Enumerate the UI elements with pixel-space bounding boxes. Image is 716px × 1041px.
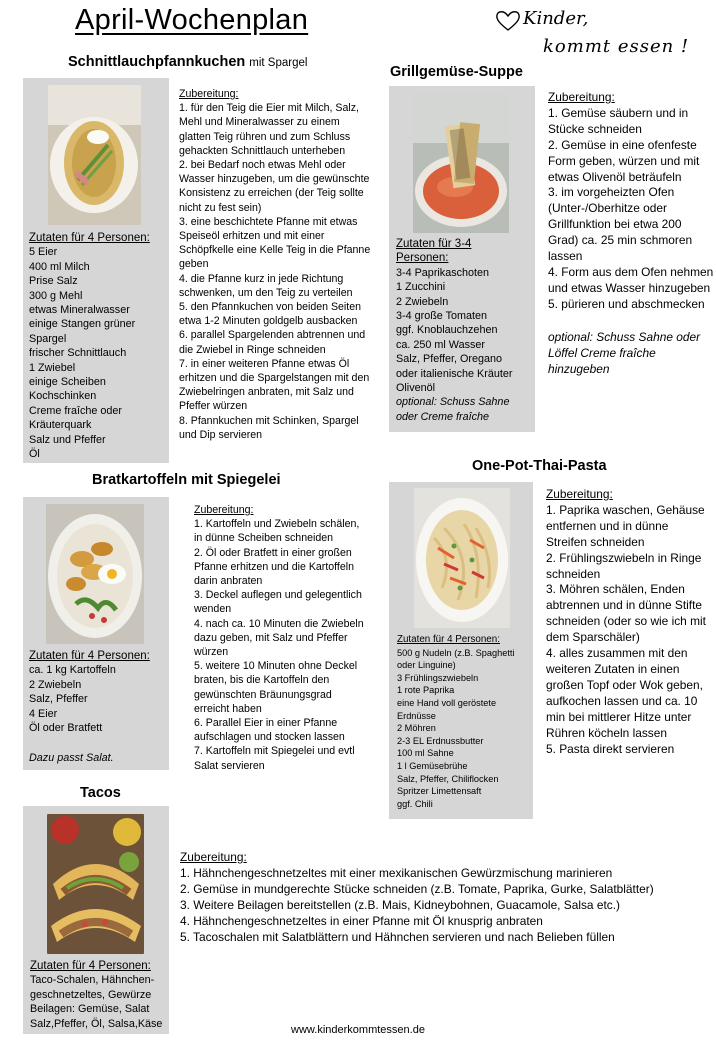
ingredient-item: oder italienische Kräuter: [396, 367, 513, 380]
recipe-4-steps: [546, 487, 706, 757]
step-line: 5. den Pfannkuchen von beiden Seiten: [179, 301, 362, 314]
step-line: dem Sparschäler): [546, 630, 640, 645]
tacos-photo: [47, 814, 144, 954]
step-line: glatten Teig rühren und zum Schluss: [179, 130, 351, 143]
step-optional: hinzugeben: [548, 361, 610, 376]
recipe-5-title: Tacos: [80, 785, 121, 801]
ingredient-item: eine Hand voll geröstete: [397, 697, 497, 708]
pasta-photo: [414, 488, 510, 628]
serving-note: Dazu passt Salat.: [29, 752, 114, 765]
ingredient-item: 2-3 EL Erdnussbutter: [397, 735, 484, 746]
recipe-1-title: [68, 54, 307, 70]
step-line: 6. parallel Spargelenden abtrennen und: [179, 329, 366, 342]
step-line: Grillfunktion bei etwa 200: [548, 217, 682, 232]
step-line: 1. Gemüse säubern und in: [548, 105, 689, 120]
ingredients-heading: Zutaten für 4 Personen:: [397, 634, 500, 645]
footer-url[interactable]: www.kinderkommtessen.de: [291, 1024, 425, 1036]
step-line: erhitzen und die Spargelstangen mit den: [179, 372, 370, 385]
step-line: 3. Möhren schälen, Enden: [546, 582, 685, 597]
step-line: braten, bis die Kartoffeln den: [194, 674, 330, 687]
ingredient-item: 4 Eier: [29, 707, 58, 720]
ingredient-item: oder Linguine): [397, 660, 456, 671]
ingredient-item: 3-4 Paprikaschoten: [396, 266, 490, 279]
steps-heading: Zubereitung:: [546, 487, 613, 501]
recipe-2-optional: [548, 330, 700, 378]
step-line: und etwas Wasser hinzugeben: [548, 280, 711, 295]
step-line: 1. Kartoffeln und Zwiebeln schälen,: [194, 518, 360, 531]
ingredients-heading: Personen:: [396, 252, 449, 265]
step-line: dazu geben, mit Salz und Pfeffer: [194, 631, 348, 644]
step-line: 5. weitere 10 Minuten ohne Deckel: [194, 660, 358, 673]
recipe-2-title: Grillgemüse-Suppe: [390, 64, 523, 80]
step-line: 4. Hähnchengeschnetzeltes in einer Pfanne mit Öl knusprig anbraten: [180, 913, 543, 928]
ingredient-item: ca. 250 ml Wasser: [396, 338, 486, 351]
step-line: großen Topf oder Wok geben,: [546, 677, 703, 692]
ingredient-item: 1 l Gemüsebrühe: [397, 760, 468, 771]
step-line: lassen: [548, 249, 583, 264]
steps-heading: Zubereitung:: [180, 850, 247, 864]
ingredient-item: Spargel: [29, 332, 67, 345]
ingredient-item: frischer Schnittlauch: [29, 347, 127, 360]
recipe-2-steps: [548, 90, 713, 313]
ingredient-item: Salz, Pfeffer, Oregano: [396, 353, 503, 366]
recipe-3-steps: [194, 503, 364, 773]
step-line: weiteren Zutaten in einen: [546, 661, 680, 676]
steps-heading: Zubereitung:: [548, 90, 615, 104]
ingredient-item: Salz,Pfeffer, Öl, Salsa,Käse: [30, 1017, 163, 1030]
step-line: 5. Tacoschalen mit Salatblättern und Hähnchen servieren und nach Belieben füllen: [180, 929, 615, 944]
ingredient-item: 1 Zwiebel: [29, 361, 76, 374]
ingredients-heading: Zutaten für 4 Personen:: [30, 960, 151, 972]
step-line: Speiseöl erhitzen und mit einer: [179, 230, 325, 243]
step-line: Streifen schneiden: [546, 534, 645, 549]
ingredient-item: Salz, Pfeffer: [29, 693, 88, 706]
step-line: etwas Olivenöl beträufeln: [548, 169, 682, 184]
ingredient-item: 5 Eier: [29, 246, 58, 259]
step-line: darin anbraten: [194, 575, 263, 588]
ingredient-item: Taco-Schalen, Hähnchen-: [30, 974, 155, 987]
ingredient-item: 400 ml Milch: [29, 260, 90, 273]
ingredient-item: 2 Zwiebeln: [29, 678, 82, 691]
step-line: schwenken, um den Teig zu verteilen: [179, 286, 353, 299]
step-line: 4. die Pfanne kurz in jede Richtung: [179, 272, 344, 285]
step-line: aufkochen lassen und ca. 10: [546, 693, 698, 708]
ingredient-item: ggf. Chili: [397, 798, 433, 809]
step-line: min bei mittlerer Hitze unter: [546, 709, 692, 724]
recipe-2-ingredients-panel: [389, 86, 535, 432]
ingredient-item: Beilagen: Gemüse, Salat: [30, 1003, 150, 1016]
step-line: 2. Frühlingszwiebeln in Ringe: [546, 550, 702, 565]
ingredient-item: 3-4 große Tomaten: [396, 310, 488, 323]
ingredient-item: 300 g Mehl: [29, 289, 83, 302]
ingredient-optional: optional: Schuss Sahne: [396, 396, 510, 409]
step-line: gehackten Schnittlauch unterheben: [179, 144, 346, 157]
step-line: entfernen und in dünne: [546, 518, 669, 533]
step-line: wenden: [194, 603, 232, 616]
recipe-3-ingredients: [29, 649, 150, 766]
step-line: 5. Pasta direkt servieren: [546, 741, 675, 756]
ingredient-item: Kräuterquark: [29, 419, 92, 432]
ingredient-item: Spritzer Limettensaft: [397, 786, 482, 797]
step-line: Pfeffer würzen: [179, 400, 248, 413]
recipe-4-title: One-Pot-Thai-Pasta: [472, 458, 607, 474]
ingredient-item: ggf. Knoblauchzehen: [396, 324, 498, 337]
step-line: schneiden: [546, 566, 601, 581]
recipe-1-ingredients-panel: [23, 78, 169, 463]
recipe-2-ingredients: [396, 237, 512, 424]
ingredient-optional: oder Creme fraîche: [396, 410, 490, 423]
step-line: Form geben, würzen und mit: [548, 153, 700, 168]
ingredient-item: 1 rote Paprika: [397, 685, 455, 696]
step-line: nicht zu fest sein): [179, 201, 262, 214]
ingredient-item: 1 Zucchini: [396, 281, 446, 294]
step-line: (Unter-/Oberhitze oder: [548, 201, 667, 216]
ingredient-item: 3 Frühlingszwiebeln: [397, 672, 479, 683]
ingredient-item: Olivenöl: [396, 382, 436, 395]
step-line: die Zwiebel in Ringe schneiden: [179, 343, 326, 356]
brand-line-1: Kinder,: [523, 8, 589, 29]
step-line: würzen: [194, 646, 229, 659]
step-line: erreicht haben: [194, 702, 262, 715]
step-line: 5. pürieren und abschmecken: [548, 296, 705, 311]
recipe-1-title-text: Schnittlauchpfannkuchen: [68, 54, 246, 70]
recipe-1-steps: [179, 87, 370, 442]
step-line: 2. Öl oder Bratfett in einer großen: [194, 546, 352, 559]
step-line: Konsistenz zu erreichen (der Teig sollte: [179, 187, 364, 200]
recipe-1-ingredients: [29, 231, 150, 462]
brand-logo: [495, 6, 710, 64]
ingredient-item: 2 Möhren: [397, 723, 436, 734]
ingredient-item: 2 Zwiebeln: [396, 295, 449, 308]
ingredient-item: 500 g Nudeln (z.B. Spaghetti: [397, 647, 515, 658]
page-title: April-Wochenplan: [75, 4, 309, 36]
recipe-1-subtitle: mit Spargel: [249, 57, 308, 69]
step-line: schneiden (oder so wie ich mit: [546, 614, 706, 629]
steps-heading: Zubereitung:: [194, 504, 254, 516]
pancake-photo: [48, 85, 141, 225]
recipe-3-title: Bratkartoffeln mit Spiegelei: [92, 472, 281, 488]
potatoes-photo: [46, 504, 144, 644]
step-line: Rühren köcheln lassen: [546, 725, 667, 740]
ingredient-item: Salz, Pfeffer, Chiliflocken: [397, 773, 499, 784]
step-line: abtrennen und in dünne Stifte: [546, 598, 703, 613]
step-line: Grad) ca. 25 min schmoren: [548, 233, 693, 248]
ingredient-item: Salz und Pfeffer: [29, 433, 106, 446]
ingredient-item: einige Scheiben: [29, 376, 106, 389]
step-line: Salat servieren: [194, 759, 265, 772]
step-line: Mehl und Mineralwasser zu einem: [179, 116, 340, 129]
step-line: 7. in einer weiteren Pfanne etwas Öl: [179, 357, 350, 370]
ingredient-item: Prise Salz: [29, 275, 78, 288]
recipe-5-ingredients: [30, 959, 162, 1031]
recipe-4-ingredients-panel: [389, 482, 533, 819]
step-line: Pfanne erhitzen und die Kartoffeln: [194, 560, 355, 573]
step-line: 1. für den Teig die Eier mit Milch, Salz,: [179, 102, 359, 115]
step-line: 3. im vorgeheizten Ofen: [548, 185, 675, 200]
step-line: gewünschten Bräunungsgrad: [194, 688, 332, 701]
step-line: Zwiebelringen anbraten, mit Salz und: [179, 386, 354, 399]
step-line: 7. Kartoffeln mit Spiegelei und evtl: [194, 745, 355, 758]
step-line: Schöpfkelle eine Kelle Teig in die Pfanne: [179, 244, 371, 257]
recipe-3-ingredients-panel: [23, 497, 169, 770]
ingredient-item: Kochschinken: [29, 390, 97, 403]
step-optional: Löffel Creme fraîche: [548, 345, 656, 360]
step-line: 1. Paprika waschen, Gehäuse: [546, 502, 705, 517]
step-line: 8. Pfannkuchen mit Schinken, Spargel: [179, 414, 359, 427]
recipe-4-ingredients: [397, 634, 514, 810]
step-line: 3. Weitere Beilagen bereitstellen (z.B. Mais, Kidneybohnen, Guacamole, Salsa etc.): [180, 897, 620, 912]
step-line: 3. Deckel auflegen und gelegentlich: [194, 589, 362, 602]
ingredient-item: geschnetzeltes, Gewürze: [30, 988, 152, 1001]
brand-line-2: kommt essen !: [543, 36, 690, 57]
step-optional: optional: Schuss Sahne oder: [548, 330, 701, 344]
ingredients-heading: Zutaten für 4 Personen:: [29, 232, 150, 244]
step-line: 2. Gemüse in mundgerechte Stücke schneiden (z.B. Tomate, Paprika, Gurke, Salatblätter): [180, 881, 654, 896]
recipe-5-steps: [180, 850, 654, 945]
ingredient-item: Erdnüsse: [397, 710, 436, 721]
ingredient-item: Creme fraîche oder: [29, 404, 123, 417]
ingredient-item: ca. 1 kg Kartoffeln: [29, 664, 116, 677]
soup-photo: [413, 93, 509, 233]
step-line: etwa 1-2 Minuten goldgelb ausbacken: [179, 315, 358, 328]
step-line: 6. Parallel Eier in einer Pfanne: [194, 717, 338, 730]
step-line: in dünne Scheiben schneiden: [194, 532, 334, 545]
heart-icon: [495, 10, 521, 32]
step-line: 3. eine beschichtete Pfanne mit etwas: [179, 215, 358, 228]
ingredient-item: etwas Mineralwasser: [29, 304, 130, 317]
steps-heading: Zubereitung:: [179, 88, 239, 100]
ingredient-item: einige Stangen grüner: [29, 318, 136, 331]
step-line: 2. bei Bedarf noch etwas Mehl oder: [179, 159, 346, 172]
ingredient-item: Öl oder Bratfett: [29, 722, 103, 735]
ingredients-heading: Zutaten für 3-4: [396, 238, 472, 250]
step-line: 1. Hähnchengeschnetzeltes mit einer mexikanischen Gewürzmischung marinieren: [180, 865, 613, 880]
step-line: und Dip servieren: [179, 428, 263, 441]
step-line: geben: [179, 258, 209, 271]
ingredients-heading: Zutaten für 4 Personen:: [29, 650, 150, 662]
step-line: aufschlagen und stocken lassen: [194, 731, 345, 744]
step-line: Wasser hinzugeben, um die gewünschte: [179, 173, 370, 186]
step-line: 4. nach ca. 10 Minuten die Zwiebeln: [194, 617, 364, 630]
recipe-5-ingredients-panel: [23, 806, 169, 1034]
step-line: 4. Form aus dem Ofen nehmen: [548, 264, 714, 279]
step-line: 2. Gemüse in eine ofenfeste: [548, 137, 697, 152]
ingredient-item: 100 ml Sahne: [397, 748, 454, 759]
step-line: Stücke schneiden: [548, 121, 642, 136]
ingredient-item: Öl: [29, 448, 40, 461]
step-line: 4. alles zusammen mit den: [546, 646, 688, 661]
